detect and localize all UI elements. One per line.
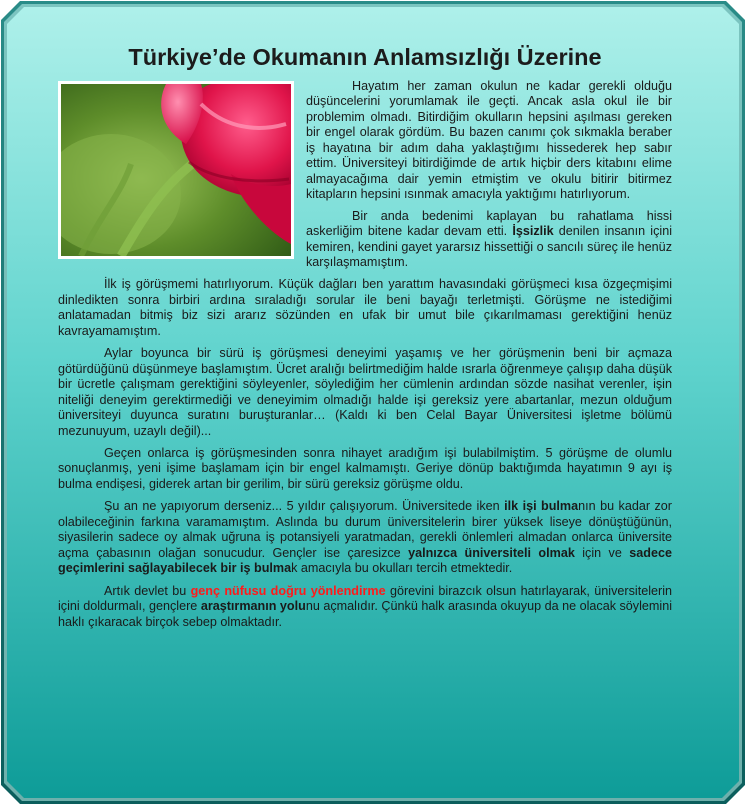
paragraph-7-text-e: nu açmalıdır. Çünkü halk arasında okuyup da ne olacak söylemini haklı çıkaracak birçok sebep olmaktadır. — [58, 599, 672, 629]
paragraph-7 — [58, 584, 672, 630]
paragraph-7-text-c: görevini birazcık olsun hatırlayarak, üniversitelerin içini doldurmalı, gençlere — [58, 583, 672, 614]
rose-photo-icon — [58, 81, 294, 259]
paragraph-1 — [58, 79, 672, 203]
paragraph-6-text-a: Şu an ne yapıyorum derseniz... 5 yıldır çalışıyorum. Üniversitede iken — [104, 499, 505, 514]
paragraph-6-bold-c: sadece geçimlerini sağlayabilecek bir iş bulma — [58, 545, 672, 576]
article — [58, 40, 672, 637]
paragraph-2-bold-issizlik: İşsizlik — [512, 224, 554, 239]
paragraph-6 — [58, 499, 672, 576]
paragraph-3: İlk iş görüşmemi hatırlıyorum. Küçük dağları ben yarattım havasındaki görüşmeci kısa özgeçmişimi dinledikten sonra birbiri ardına sıraladığı sorular ile beni bayağı terletmişti. Görüşme ne istediğimi anlatamadan bitmiş biz sizi ararız sözünden en ufak bir umut bile çıkarılmaması gerektiğini henüz kavrayamamıştım. — [58, 277, 672, 338]
paragraph-4: Aylar boyunca bir sürü iş görüşmesi deneyimi yaşamış ve her görüşmenin beni bir açmaza götürdüğünü düşünmeye başlamıştım. Ücret aralığı belirtmediğim halde ısrarla öğrenmeye çalışıp daha düşük bir ücretle çalışmam gerektiğini söyleyenler, söylediğim her cümlenin ardından sözde nasihat verenler, işin niteliği deneyim gerektirmediği ve deneyimim olmadığı halde işi gereksiz yere abartanlar, mezun olduğum üniversiteyi duyunca suratını buruşturanlar… (Kaldı ki ben Celal Bayar Üniversitesi işletme bölümü mezunuyum, uzaylı değil)... — [58, 346, 672, 438]
paragraph-6-text-e: için ve — [574, 545, 630, 560]
page-title: Türkiye’de Okumanın Anlamsızlığı Üzerine — [128, 44, 602, 70]
paragraph-7-text-a: Artık devlet bu — [104, 583, 191, 598]
paragraph-7-highlight: genç nüfusu doğru yönlendirme — [190, 583, 386, 598]
paragraph-7-bold: araştırmanın yolu — [200, 599, 306, 614]
paragraph-2-text-c: denilen insanın içini kemiren, kendini gayet yararsız hissettiği o sancılı süreç ile henüz karşılaşmamıştım. — [306, 224, 672, 269]
paragraph-6-text-c: nın bu kadar zor olabileceğinin farkına varamamıştım. Aslında bu durum üniversitelerin birer yüksek liseye dönüştüğünün, siyasilerin sadece oy almak uğruna iş potansiyeli yaratmadan, gerekli önlemleri almadan onlarca üniversite açma çabasının olağan sonucudur. Gençler ise çaresizce — [58, 499, 672, 560]
paragraph-6-text-g: k amacıyla bu okulları tercih etmektedir. — [291, 561, 513, 576]
paragraph-6-bold-b: yalnızca üniversiteli olmak — [408, 545, 575, 560]
paragraph-5: Geçen onlarca iş görüşmesinden sonra nihayet aradığım işi bulabilmiştim. 5 görüşme de olumlu sonuçlanmış, yeni işime başlamam için bir engel kalmamıştı. Geriye dönüp baktığımda hayatımın 9 ayı iş bulma endişesi, giderek artan bir gerilim, bir sürü gereksiz görüşme oldu. — [58, 445, 672, 491]
paragraph-2-text-a: Bir anda bedenimi kaplayan bu rahatlama hissi askerliğim bitene kadar devam etti. — [306, 208, 672, 239]
paragraph-6-bold-a: ilk işi bulma — [504, 499, 579, 514]
paragraph-1-text: Hayatım her zaman okulun ne kadar gerekli olduğu düşüncelerini yorumlamak ile geçti. Ancak asla okul ile bir problemim olmadı. Bitirdiğim okulların hepsini aşılması gereken bir engel olarak gördüm. Bu bazen canımı çok sıkmakla beraber iş hayatına bir adım daha yaklaştığımı hissederek hep sabır ettim. Üniversiteyi bitirdiğimde de artık hiçbir ders kitabını elime almayacağıma dair yemin etmiştim ve okulu bitirir bitirmez kitapların hepsini ısınmak amacıyla yaktığımı hatırlıyorum. — [306, 79, 672, 202]
